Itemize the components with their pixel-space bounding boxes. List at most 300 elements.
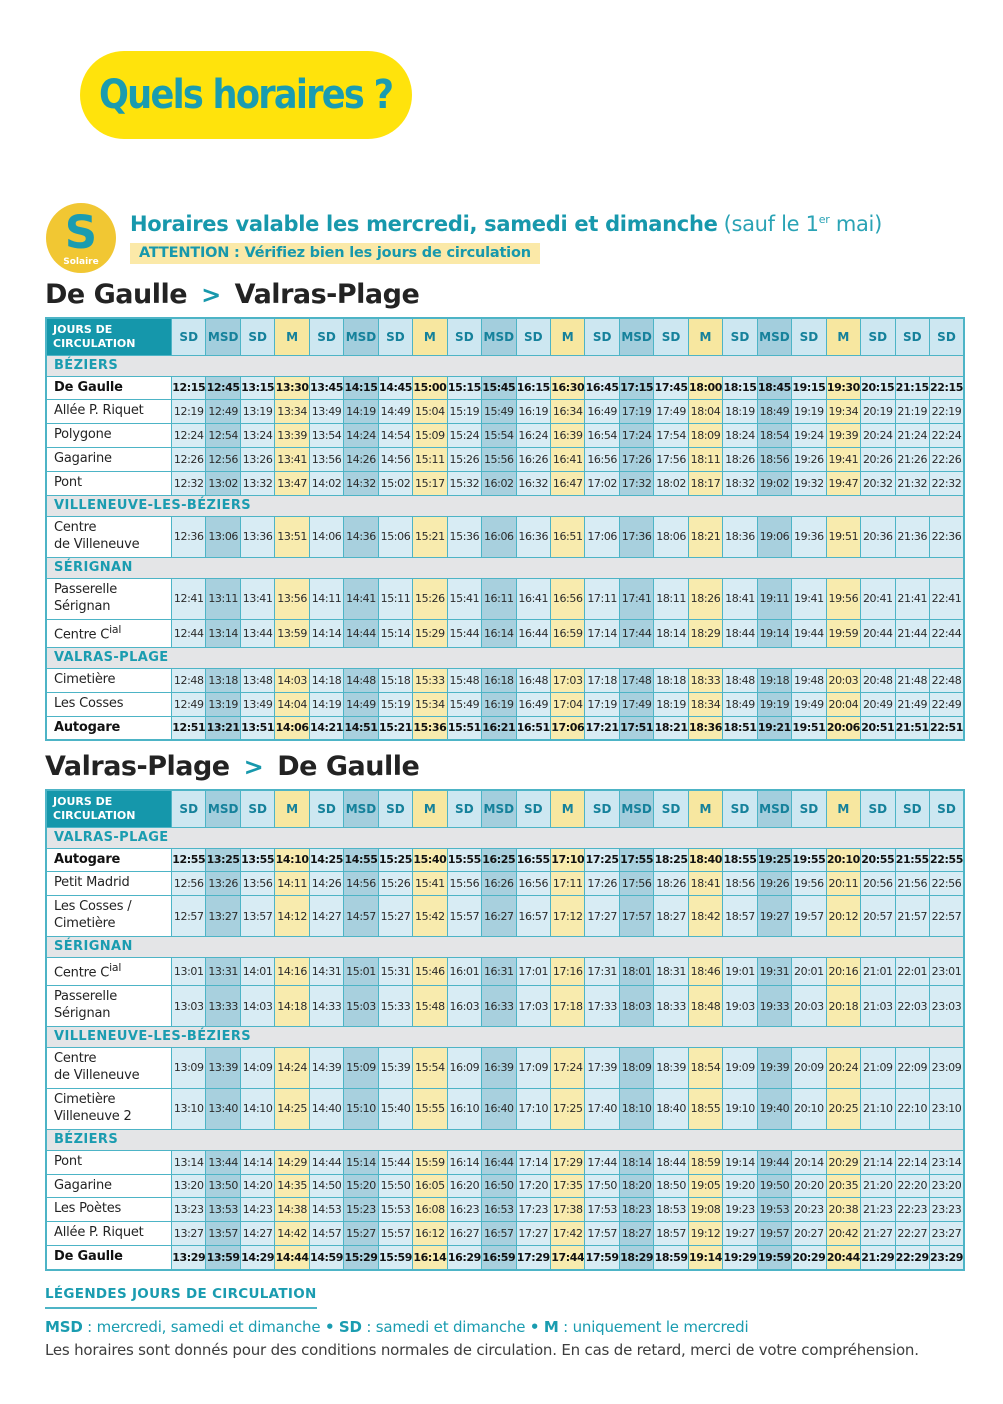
time-cell: 18:14	[654, 619, 688, 647]
time-cell: 18:42	[688, 896, 722, 937]
time-cell: 17:14	[516, 1150, 550, 1174]
time-cell: 14:14	[309, 619, 343, 647]
time-cell: 19:27	[757, 896, 791, 937]
time-cell: 18:44	[654, 1150, 688, 1174]
time-cell: 17:24	[550, 1048, 584, 1089]
time-cell: 15:09	[413, 424, 447, 448]
time-cell: 15:26	[378, 872, 412, 896]
time-cell: 21:23	[861, 1198, 895, 1222]
time-cell: 18:26	[654, 872, 688, 896]
time-cell: 19:19	[757, 692, 791, 716]
legend-block	[45, 1283, 748, 1336]
time-cell: 18:24	[723, 424, 757, 448]
stop-name-cell: Les Cosses / Cimetière	[46, 896, 172, 937]
time-cell: 13:32	[240, 472, 274, 496]
stop-name-cell: Cimetière	[46, 668, 172, 692]
time-cell: 19:55	[792, 848, 826, 872]
time-cell: 14:16	[275, 958, 309, 986]
time-cell: 23:14	[929, 1150, 964, 1174]
time-cell: 17:49	[654, 400, 688, 424]
time-cell: 18:59	[654, 1246, 688, 1270]
time-cell: 15:02	[378, 472, 412, 496]
time-cell: 15:36	[447, 516, 481, 557]
timetable-grid	[45, 317, 965, 741]
time-cell: 14:19	[309, 692, 343, 716]
time-cell: 15:41	[447, 578, 481, 619]
time-cell: 19:09	[723, 1048, 757, 1089]
time-cell: 16:48	[516, 668, 550, 692]
time-cell: 20:48	[861, 668, 895, 692]
time-cell: 22:48	[929, 668, 964, 692]
legend-items: MSD : mercredi, samedi et dimanche • SD : samedi et dimanche • M : uniquement le mercredi	[45, 1318, 749, 1336]
time-cell: 12:41	[172, 578, 206, 619]
time-cell: 18:55	[688, 1088, 722, 1129]
stop-name-cell: Allée P. Riquet	[46, 1222, 172, 1246]
time-cell: 14:24	[275, 1048, 309, 1089]
stop-name-cell: Gagarine	[46, 448, 172, 472]
stop-name-cell: De Gaulle	[46, 376, 172, 400]
time-cell: 22:24	[929, 424, 964, 448]
section-label: VILLENEUVE-LES-BÉZIERS	[46, 495, 964, 516]
time-cell: 23:23	[929, 1198, 964, 1222]
time-cell: 17:32	[619, 472, 653, 496]
time-cell: 14:49	[344, 692, 378, 716]
time-cell: 19:11	[757, 578, 791, 619]
time-cell: 15:33	[378, 986, 412, 1027]
day-code-header: M	[688, 318, 722, 355]
time-cell: 15:59	[413, 1150, 447, 1174]
time-cell: 18:49	[757, 400, 791, 424]
time-cell: 13:11	[206, 578, 240, 619]
time-cell: 19:41	[792, 578, 826, 619]
time-cell: 18:57	[654, 1222, 688, 1246]
day-code-header: M	[413, 318, 447, 355]
time-cell: 18:57	[723, 896, 757, 937]
time-cell: 13:45	[309, 376, 343, 400]
time-cell: 15:10	[344, 1088, 378, 1129]
time-cell: 15:29	[344, 1246, 378, 1270]
time-cell: 20:41	[861, 578, 895, 619]
time-cell: 21:14	[861, 1150, 895, 1174]
time-cell: 15:33	[413, 668, 447, 692]
time-cell: 18:56	[723, 872, 757, 896]
time-cell: 19:57	[792, 896, 826, 937]
day-code-header: SD	[861, 790, 895, 827]
day-code-header: M	[688, 790, 722, 827]
time-cell: 20:24	[861, 424, 895, 448]
day-code-header: M	[275, 318, 309, 355]
time-cell: 14:11	[275, 872, 309, 896]
return-from: Valras-Plage	[45, 751, 230, 782]
time-cell: 19:49	[792, 692, 826, 716]
time-cell: 16:49	[516, 692, 550, 716]
time-cell: 15:53	[378, 1198, 412, 1222]
time-cell: 16:41	[516, 578, 550, 619]
time-cell: 15:18	[378, 668, 412, 692]
time-cell: 13:51	[275, 516, 309, 557]
time-cell: 20:15	[861, 376, 895, 400]
time-cell: 13:39	[206, 1048, 240, 1089]
time-cell: 19:51	[826, 516, 860, 557]
section-label: BÉZIERS	[46, 355, 964, 376]
stop-row	[46, 578, 964, 619]
time-cell: 18:20	[619, 1174, 653, 1198]
day-code-header: SD	[240, 318, 274, 355]
time-cell: 16:39	[550, 424, 584, 448]
time-cell: 17:23	[516, 1198, 550, 1222]
direction-arrow-icon: >	[243, 753, 264, 781]
day-code-header: SD	[516, 790, 550, 827]
time-cell: 18:44	[723, 619, 757, 647]
time-cell: 12:49	[172, 692, 206, 716]
day-code-header: SD	[723, 790, 757, 827]
stop-row	[46, 872, 964, 896]
time-cell: 17:21	[585, 716, 619, 740]
time-cell: 15:50	[378, 1174, 412, 1198]
time-cell: 18:21	[654, 716, 688, 740]
time-cell: 19:03	[723, 986, 757, 1027]
day-code-header: SD	[309, 790, 343, 827]
time-cell: 14:15	[344, 376, 378, 400]
time-cell: 18:50	[654, 1174, 688, 1198]
time-cell: 15:46	[413, 958, 447, 986]
time-cell: 17:25	[550, 1088, 584, 1129]
time-cell: 12:51	[172, 716, 206, 740]
time-cell: 16:47	[550, 472, 584, 496]
time-cell: 15:27	[378, 896, 412, 937]
time-cell: 18:59	[688, 1150, 722, 1174]
time-cell: 15:26	[447, 448, 481, 472]
time-cell: 17:18	[550, 986, 584, 1027]
stop-row	[46, 1198, 964, 1222]
time-cell: 14:02	[309, 472, 343, 496]
time-cell: 14:01	[240, 958, 274, 986]
time-cell: 20:44	[861, 619, 895, 647]
time-cell: 19:50	[757, 1174, 791, 1198]
time-cell: 20:18	[826, 986, 860, 1027]
day-code-header: M	[826, 318, 860, 355]
time-cell: 19:36	[792, 516, 826, 557]
time-cell: 16:29	[447, 1246, 481, 1270]
time-cell: 17:25	[585, 848, 619, 872]
time-cell: 16:09	[447, 1048, 481, 1089]
time-cell: 13:56	[240, 872, 274, 896]
time-cell: 15:49	[482, 400, 516, 424]
time-cell: 13:39	[275, 424, 309, 448]
time-cell: 13:57	[206, 1222, 240, 1246]
time-cell: 17:44	[550, 1246, 584, 1270]
day-code-header: SD	[378, 790, 412, 827]
time-cell: 20:29	[826, 1150, 860, 1174]
time-cell: 15:32	[447, 472, 481, 496]
time-cell: 22:57	[929, 896, 964, 937]
day-code-header: SD	[447, 318, 481, 355]
time-cell: 20:11	[826, 872, 860, 896]
day-code-header: SD	[172, 790, 206, 827]
time-cell: 13:02	[206, 472, 240, 496]
time-cell: 21:56	[895, 872, 929, 896]
section-row	[46, 1129, 964, 1150]
time-cell: 12:48	[172, 668, 206, 692]
time-cell: 19:56	[792, 872, 826, 896]
time-cell: 19:59	[757, 1246, 791, 1270]
time-cell: 14:09	[240, 1048, 274, 1089]
time-cell: 21:20	[861, 1174, 895, 1198]
time-cell: 21:57	[895, 896, 929, 937]
time-cell: 20:12	[826, 896, 860, 937]
time-cell: 19:26	[757, 872, 791, 896]
stop-name-cell: Les Cosses	[46, 692, 172, 716]
day-code-header: SD	[654, 318, 688, 355]
time-cell: 17:45	[654, 376, 688, 400]
day-code-header: MSD	[757, 318, 791, 355]
time-cell: 19:56	[826, 578, 860, 619]
time-cell: 20:09	[792, 1048, 826, 1089]
time-cell: 16:34	[550, 400, 584, 424]
stop-name-cell: Centre $C^{ial}$	[46, 958, 172, 986]
section-row	[46, 827, 964, 848]
stop-name-cell: Centre de Villeneuve	[46, 1048, 172, 1089]
time-cell: 14:27	[309, 896, 343, 937]
time-cell: 16:32	[516, 472, 550, 496]
time-cell: 14:18	[309, 668, 343, 692]
section-label: VALRAS-PLAGE	[46, 647, 964, 668]
time-cell: 16:33	[482, 986, 516, 1027]
time-cell: 16:53	[482, 1198, 516, 1222]
stop-name-cell: Pont	[46, 472, 172, 496]
time-cell: 15:01	[344, 958, 378, 986]
stop-row	[46, 448, 964, 472]
stop-name-cell: Autogare	[46, 716, 172, 740]
time-cell: 16:12	[413, 1222, 447, 1246]
time-cell: 17:36	[619, 516, 653, 557]
time-cell: 17:56	[619, 872, 653, 896]
time-cell: 14:48	[344, 668, 378, 692]
time-cell: 12:24	[172, 424, 206, 448]
time-cell: 20:04	[826, 692, 860, 716]
time-cell: 18:25	[654, 848, 688, 872]
time-cell: 15:56	[447, 872, 481, 896]
time-cell: 22:03	[895, 986, 929, 1027]
time-cell: 16:30	[550, 376, 584, 400]
time-cell: 16:54	[585, 424, 619, 448]
stop-row	[46, 400, 964, 424]
time-cell: 18:31	[654, 958, 688, 986]
time-cell: 15:40	[413, 848, 447, 872]
time-cell: 13:57	[240, 896, 274, 937]
time-cell: 20:03	[792, 986, 826, 1027]
time-cell: 16:41	[550, 448, 584, 472]
time-cell: 20:44	[826, 1246, 860, 1270]
section-label: VILLENEUVE-LES-BÉZIERS	[46, 1027, 964, 1048]
time-cell: 14:27	[240, 1222, 274, 1246]
time-cell: 13:26	[206, 872, 240, 896]
time-cell: 15:42	[413, 896, 447, 937]
stop-row	[46, 1174, 964, 1198]
time-cell: 17:19	[619, 400, 653, 424]
time-cell: 16:03	[447, 986, 481, 1027]
time-cell: 15:49	[447, 692, 481, 716]
time-cell: 18:02	[654, 472, 688, 496]
time-cell: 16:19	[516, 400, 550, 424]
time-cell: 12:57	[172, 896, 206, 937]
validity-heading	[130, 212, 960, 236]
time-cell: 17:57	[585, 1222, 619, 1246]
time-cell: 15:39	[378, 1048, 412, 1089]
time-cell: 12:19	[172, 400, 206, 424]
time-cell: 14:14	[240, 1150, 274, 1174]
time-cell: 23:03	[929, 986, 964, 1027]
time-cell: 20:26	[861, 448, 895, 472]
day-code-header: MSD	[482, 318, 516, 355]
validity-heading-block	[130, 212, 960, 264]
time-cell: 14:23	[240, 1198, 274, 1222]
time-cell: 17:38	[550, 1198, 584, 1222]
time-cell: 16:10	[447, 1088, 481, 1129]
time-cell: 17:04	[550, 692, 584, 716]
time-cell: 14:44	[344, 619, 378, 647]
section-row	[46, 937, 964, 958]
day-code-header: SD	[172, 318, 206, 355]
time-cell: 19:31	[757, 958, 791, 986]
time-cell: 19:51	[792, 716, 826, 740]
day-code-header: SD	[929, 318, 964, 355]
time-cell: 14:50	[309, 1174, 343, 1198]
time-cell: 14:06	[309, 516, 343, 557]
time-cell: 20:42	[826, 1222, 860, 1246]
time-cell: 18:34	[688, 692, 722, 716]
time-cell: 20:55	[861, 848, 895, 872]
time-cell: 17:29	[550, 1150, 584, 1174]
time-cell: 22:19	[929, 400, 964, 424]
outbound-timetable	[45, 317, 965, 741]
page-title: Quels horaires ?	[99, 72, 393, 118]
time-cell: 21:27	[861, 1222, 895, 1246]
stop-row	[46, 472, 964, 496]
section-label: SÉRIGNAN	[46, 937, 964, 958]
time-cell: 21:36	[895, 516, 929, 557]
time-cell: 13:27	[206, 896, 240, 937]
time-cell: 13:24	[240, 424, 274, 448]
time-cell: 15:21	[413, 516, 447, 557]
time-cell: 18:23	[619, 1198, 653, 1222]
time-cell: 20:56	[861, 872, 895, 896]
time-cell: 22:26	[929, 448, 964, 472]
time-cell: 20:32	[861, 472, 895, 496]
time-cell: 18:26	[723, 448, 757, 472]
time-cell: 20:19	[861, 400, 895, 424]
day-code-header: MSD	[344, 318, 378, 355]
day-code-header: SD	[895, 790, 929, 827]
section-row	[46, 557, 964, 578]
time-cell: 13:09	[172, 1048, 206, 1089]
time-cell: 18:41	[723, 578, 757, 619]
time-cell: 12:55	[172, 848, 206, 872]
time-cell: 23:09	[929, 1048, 964, 1089]
time-cell: 14:21	[309, 716, 343, 740]
stop-row	[46, 958, 964, 986]
section-row	[46, 647, 964, 668]
time-cell: 13:40	[206, 1088, 240, 1129]
time-cell: 18:46	[688, 958, 722, 986]
time-cell: 19:47	[826, 472, 860, 496]
time-cell: 21:26	[895, 448, 929, 472]
time-cell: 19:48	[792, 668, 826, 692]
time-cell: 19:23	[723, 1198, 757, 1222]
time-cell: 19:20	[723, 1174, 757, 1198]
time-cell: 17:54	[654, 424, 688, 448]
time-cell: 20:49	[861, 692, 895, 716]
time-cell: 18:19	[723, 400, 757, 424]
day-code-header: SD	[378, 318, 412, 355]
time-cell: 18:11	[688, 448, 722, 472]
time-cell: 21:32	[895, 472, 929, 496]
time-cell: 19:32	[792, 472, 826, 496]
day-code-header: SD	[723, 318, 757, 355]
time-cell: 21:44	[895, 619, 929, 647]
days-header-label: JOURS DE CIRCULATION	[46, 790, 172, 827]
direction-arrow-icon: >	[201, 281, 221, 309]
time-cell: 21:55	[895, 848, 929, 872]
day-code-header: M	[275, 790, 309, 827]
stop-row	[46, 1246, 964, 1270]
time-cell: 19:24	[792, 424, 826, 448]
time-cell: 14:56	[344, 872, 378, 896]
day-code-header: MSD	[757, 790, 791, 827]
time-cell: 19:21	[757, 716, 791, 740]
stop-row	[46, 986, 964, 1027]
day-code-header: SD	[895, 318, 929, 355]
time-cell: 17:29	[516, 1246, 550, 1270]
time-cell: 14:32	[344, 472, 378, 496]
days-header-row	[46, 318, 964, 355]
stop-name-cell: Passerelle Sérignan	[46, 986, 172, 1027]
stop-name-cell: Polygone	[46, 424, 172, 448]
time-cell: 17:19	[585, 692, 619, 716]
time-cell: 13:44	[240, 619, 274, 647]
time-cell: 17:57	[619, 896, 653, 937]
time-cell: 16:39	[482, 1048, 516, 1089]
time-cell: 19:01	[723, 958, 757, 986]
time-cell: 21:29	[861, 1246, 895, 1270]
time-cell: 22:49	[929, 692, 964, 716]
time-cell: 19:19	[792, 400, 826, 424]
time-cell: 15:11	[378, 578, 412, 619]
time-cell: 18:29	[688, 619, 722, 647]
time-cell: 18:45	[757, 376, 791, 400]
time-cell: 20:24	[826, 1048, 860, 1089]
time-cell: 14:31	[309, 958, 343, 986]
day-code-header: SD	[309, 318, 343, 355]
day-code-header: M	[550, 318, 584, 355]
time-cell: 23:01	[929, 958, 964, 986]
time-cell: 18:55	[723, 848, 757, 872]
time-cell: 14:06	[275, 716, 309, 740]
time-cell: 18:06	[654, 516, 688, 557]
stop-name-cell: Autogare	[46, 848, 172, 872]
stop-row	[46, 1222, 964, 1246]
time-cell: 15:56	[482, 448, 516, 472]
time-cell: 16:31	[482, 958, 516, 986]
time-cell: 20:16	[826, 958, 860, 986]
time-cell: 19:02	[757, 472, 791, 496]
time-cell: 13:33	[206, 986, 240, 1027]
time-cell: 14:10	[240, 1088, 274, 1129]
time-cell: 16:25	[482, 848, 516, 872]
time-cell: 14:41	[344, 578, 378, 619]
time-cell: 14:12	[275, 896, 309, 937]
time-cell: 15:23	[344, 1198, 378, 1222]
